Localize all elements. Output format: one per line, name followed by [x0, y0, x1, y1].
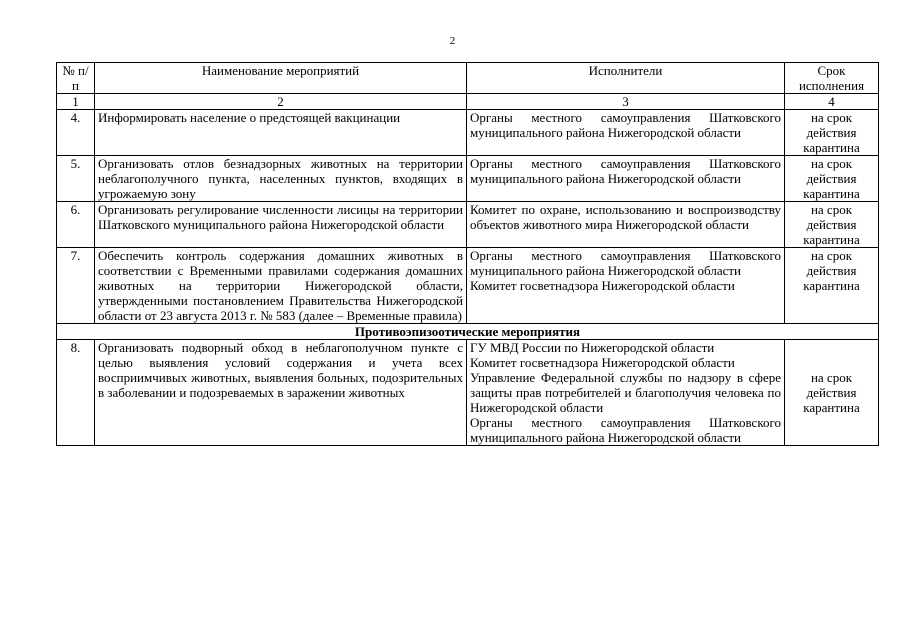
executor: ГУ МВД России по Нижегородской области — [470, 340, 715, 355]
executor: Органы местного самоуправления Шатковского муниципального района Нижегородской области — [470, 156, 781, 186]
measures-table — [56, 62, 879, 446]
row-term: на срок действия карантина — [785, 156, 879, 202]
row-term: на срок действия карантина — [785, 340, 879, 446]
executor: Органы местного самоуправления Шатковского муниципального района Нижегородской области — [470, 248, 781, 278]
row-measure: Обеспечить контроль содержания домашних животных в соответствии с Временными правилами содержания домашних животных на территории Нижегородской области, утвержденными постановлением Правительства Нижегородской области от 23 августа 2013 г. № 583 (далее – Временные правила) — [95, 248, 467, 324]
row-executors — [467, 340, 785, 446]
header-num: № п/п — [57, 63, 95, 94]
row-measure: Информировать население о предстоящей вакцинации — [95, 110, 467, 156]
row-measure: Организовать подворный обход в неблагополучном пункте с целью выявления условий содержания и учета всех восприимчивых животных, выявления больных, подозрительных в заболевании и подозреваемых в заражении животных — [95, 340, 467, 446]
row-number: 7. — [57, 248, 95, 324]
row-term: на срок действия карантина — [785, 110, 879, 156]
executor: Органы местного самоуправления Шатковского муниципального района Нижегородской области — [470, 415, 781, 445]
section-title: Противоэпизоотические мероприятия — [57, 324, 879, 340]
executor: Комитет госветнадзора Нижегородской области — [470, 355, 735, 370]
table-row — [57, 340, 879, 446]
row-executors — [467, 202, 785, 248]
page-number: 2 — [449, 35, 456, 47]
table-row — [57, 110, 879, 156]
section-row — [57, 324, 879, 340]
table-row — [57, 202, 879, 248]
table-header-row — [57, 63, 879, 94]
column-index-row — [57, 94, 879, 110]
header-name: Наименование мероприятий — [95, 63, 467, 94]
column-index: 4 — [785, 94, 879, 110]
column-index: 2 — [95, 94, 467, 110]
row-number: 8. — [57, 340, 95, 446]
row-executors — [467, 110, 785, 156]
table-row — [57, 248, 879, 324]
executor: Управление Федеральной службы по надзору в сфере защиты прав потребителей и благополучия человека по Нижегородской области — [470, 370, 781, 415]
header-term: Срок исполнения — [785, 63, 879, 94]
row-number: 4. — [57, 110, 95, 156]
column-index: 3 — [467, 94, 785, 110]
table-row — [57, 156, 879, 202]
executor: Комитет госветнадзора Нижегородской области — [470, 278, 735, 293]
row-measure: Организовать регулирование численности лисицы на территории Шатковского муниципального района Нижегородской области — [95, 202, 467, 248]
row-number: 5. — [57, 156, 95, 202]
executor: Комитет по охране, использованию и воспроизводству объектов животного мира Нижегородской области — [470, 202, 781, 232]
row-executors — [467, 248, 785, 324]
row-executors — [467, 156, 785, 202]
header-executors: Исполнители — [467, 63, 785, 94]
row-term: на срок действия карантина — [785, 202, 879, 248]
executor: Органы местного самоуправления Шатковского муниципального района Нижегородской области — [470, 110, 781, 140]
row-term: на срок действия карантина — [785, 248, 879, 324]
row-measure: Организовать отлов безнадзорных животных на территории неблагополучного пункта, населенных пунктов, входящих в угрожаемую зону — [95, 156, 467, 202]
row-number: 6. — [57, 202, 95, 248]
column-index: 1 — [57, 94, 95, 110]
